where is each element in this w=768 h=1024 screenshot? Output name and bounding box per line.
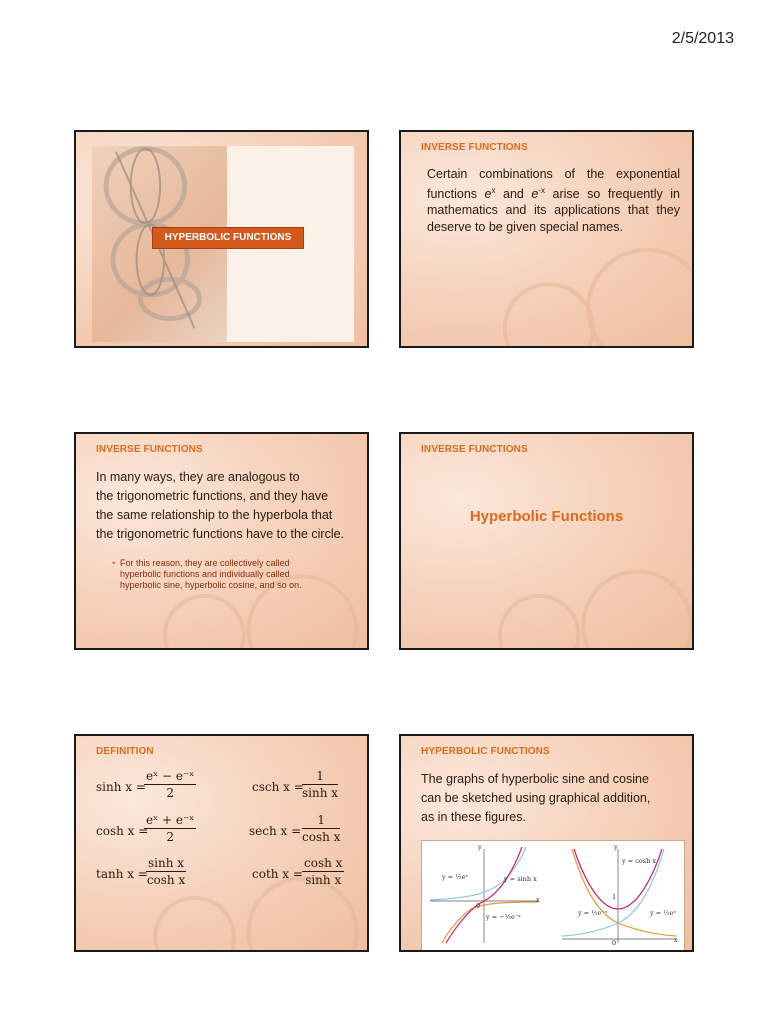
def-tanh-den: cosh x (146, 873, 186, 887)
fig2-label-zero: 0 (612, 939, 617, 947)
graphs-line-3: as in these figures. (421, 810, 526, 824)
exp-e1: e (484, 186, 492, 201)
fig2-label-exhalf: y = ½eˣ (650, 909, 677, 917)
fig2-label-y: y (614, 843, 618, 851)
exp-e2-sup: -x (538, 185, 546, 195)
def-cosh-den: 2 (166, 830, 175, 844)
slide-intro (399, 130, 694, 348)
fig1-label-x: x (536, 896, 540, 904)
def-tanh-lhs: tanh x = (96, 867, 148, 881)
slide-background-decoration (401, 434, 692, 648)
slide-background-decoration (401, 132, 692, 346)
def-coth-lhs: coth x = (252, 867, 303, 881)
analogy-line-4: the trigonometric functions have to the circle. (96, 527, 345, 541)
def-sinh-den: 2 (166, 786, 175, 800)
def-sech-lhs: sech x = (249, 824, 302, 838)
intro-text-b: arise so frequently in mathematics and its applications that they deserve to be given special names. (427, 186, 680, 234)
fig2-label-x: x (674, 936, 678, 944)
section-title: Hyperbolic Functions (469, 508, 624, 525)
slide-heading: DEFINITION (96, 746, 154, 757)
analogy-line-3: the same relationship to the hyperbola that (96, 508, 333, 522)
page-date: 2/5/2013 (671, 30, 734, 47)
slide-title (74, 130, 369, 348)
def-tanh-frac (146, 856, 186, 887)
def-cosh-frac (144, 813, 196, 844)
def-sinh-num: eˣ − e⁻ˣ (146, 769, 195, 783)
analogy-bullet (112, 558, 347, 591)
fig2-label-cosh: y = cosh x (622, 857, 657, 865)
def-coth-num: cosh x (304, 856, 343, 870)
intro-text-a: Certain combinations of the exponential functions (427, 167, 680, 201)
sinh-graph-figure (426, 843, 542, 947)
def-csch-lhs: csch x = (252, 780, 304, 794)
cosh-graph-figure (558, 843, 680, 947)
slide-section-title (399, 432, 694, 650)
analogy-paragraph (96, 468, 353, 544)
exp-e1-sup: x (491, 185, 496, 195)
fig2-label-one: 1 (612, 893, 617, 901)
bullet-line-1: For this reason, they are collectively called (120, 558, 290, 568)
fig1-label-sinh: y = sinh x (504, 875, 537, 883)
bullet-line-2: hyperbolic functions and individually called (120, 569, 290, 579)
def-csch-num: 1 (302, 769, 338, 785)
analogy-line-1: In many ways, they are analogous to (96, 470, 300, 484)
graphs-paragraph (421, 770, 678, 827)
slide-analogy (74, 432, 369, 650)
fig1-label-negexp: y = −½e⁻ˣ (486, 913, 522, 921)
slide-definition (74, 734, 369, 952)
exp-e2: e (531, 186, 539, 201)
intro-text-and: and (495, 186, 532, 201)
title-box: HYPERBOLIC FUNCTIONS (152, 227, 304, 249)
slide-heading: HYPERBOLIC FUNCTIONS (421, 746, 550, 757)
def-sech-den: cosh x (302, 830, 341, 844)
graphs-line-1: The graphs of hyperbolic sine and cosine (421, 772, 649, 786)
def-cosh-num: eˣ + e⁻ˣ (146, 813, 195, 827)
def-coth-frac (302, 856, 344, 887)
fig1-label-zero: 0 (476, 902, 481, 910)
def-tanh-num: sinh x (148, 856, 185, 870)
slide-heading: INVERSE FUNCTIONS (421, 444, 528, 455)
fig2-label-negexp: y = ½e⁻ˣ (578, 909, 608, 917)
def-sinh-lhs: sinh x = (96, 780, 146, 794)
intro-paragraph (427, 166, 680, 235)
fig1-label-y: y (478, 843, 482, 851)
analogy-line-2: the trigonometric functions, and they have (96, 489, 329, 503)
def-csch-frac (302, 769, 338, 800)
def-csch-den: sinh x (302, 786, 339, 800)
figures-frame (421, 840, 685, 952)
bullet-line-3: hyperbolic sine, hyperbolic cosine, and so on. (120, 580, 302, 590)
def-sech-num: 1 (302, 813, 340, 829)
def-coth-den: sinh x (305, 873, 342, 887)
fig1-label-ex-half: y = ½eˣ (442, 873, 469, 881)
def-sinh-frac (144, 769, 196, 800)
bullet-dot: • (112, 558, 116, 568)
slide-heading: INVERSE FUNCTIONS (96, 444, 203, 455)
def-sech-frac (302, 813, 340, 844)
def-cosh-lhs: cosh x = (96, 824, 149, 838)
cosh-graph-background (558, 843, 680, 947)
graphs-line-2: can be sketched using graphical addition, (421, 791, 651, 805)
slide-heading: INVERSE FUNCTIONS (421, 142, 528, 153)
slide-graphs (399, 734, 694, 952)
